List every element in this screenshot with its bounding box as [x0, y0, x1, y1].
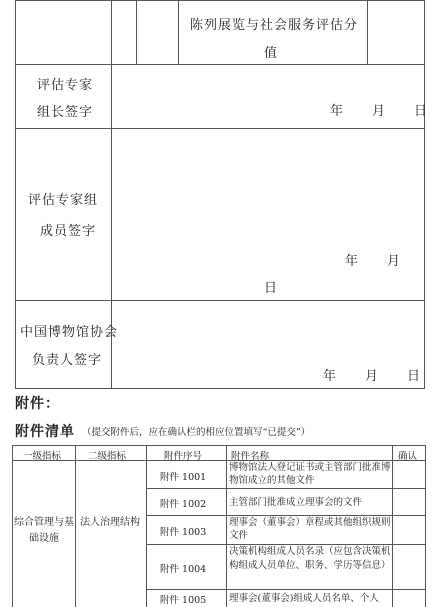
score-cell-line1: 陈列展览与社会服务评估分 [190, 18, 359, 33]
members-label-line1: 评估专家组 [28, 193, 99, 208]
attachment-number: 附件 1003 [160, 527, 207, 538]
leader-date: 年 月 日 [330, 104, 429, 119]
col-header-number: 附件序号 [164, 451, 203, 462]
attachment-name: 理事会（董事会）章程或其他组织规则文件 [229, 517, 391, 541]
col-header-level2: 二级指标 [88, 451, 127, 462]
members-date-ym: 年 月 [345, 254, 402, 269]
attachment-name: 理事会(董事会)组成人员名单、个人 [229, 593, 379, 604]
col-header-name: 附件名称 [231, 451, 270, 462]
leader-label-line1: 评估专家 [37, 78, 94, 93]
attachment-number: 附件 1005 [160, 595, 207, 606]
members-label-line2: 成员签字 [40, 224, 97, 239]
association-label-line1: 中国博物馆协会 [20, 325, 119, 340]
association-label-line2: 负责人签字 [32, 353, 103, 368]
attachment-list-note: （提交附件后，应在确认栏的相应位置填写“已提交”） [82, 427, 311, 438]
leader-label-line2: 组长签字 [37, 105, 94, 120]
col-header-confirm: 确认 [398, 451, 418, 462]
attachment-name: 主管部门批准成立理事会的文件 [229, 497, 363, 508]
confirm-cell[interactable] [393, 545, 425, 589]
confirm-cell[interactable] [393, 590, 425, 607]
attachment-number: 附件 1002 [160, 499, 207, 510]
confirm-cell[interactable] [393, 461, 425, 488]
col-header-level1: 一级指标 [23, 451, 62, 462]
attachment-number: 附件 1001 [160, 472, 207, 483]
attachments-heading: 附件： [15, 396, 60, 412]
attachment-name: 决策机构组成人员名录（应包含决策机构组成人员单位、职务、学历等信息） [229, 546, 391, 571]
level1-cell: 综合管理与基础设施 [14, 517, 74, 544]
score-cell-line2: 值 [264, 46, 279, 61]
confirm-cell[interactable] [393, 516, 425, 544]
association-date: 年 月 日 [323, 369, 422, 384]
attachment-name: 博物馆法人登记证书或主管部门批准博物馆成立的其他文件 [229, 462, 391, 486]
attachment-list-title: 附件清单 [15, 424, 75, 440]
members-signature-area[interactable] [112, 129, 424, 300]
level2-cell: 法人治理结构 [80, 517, 140, 528]
confirm-cell[interactable] [393, 489, 425, 515]
members-date-d: 日 [264, 281, 279, 296]
attachment-number: 附件 1004 [160, 564, 207, 575]
